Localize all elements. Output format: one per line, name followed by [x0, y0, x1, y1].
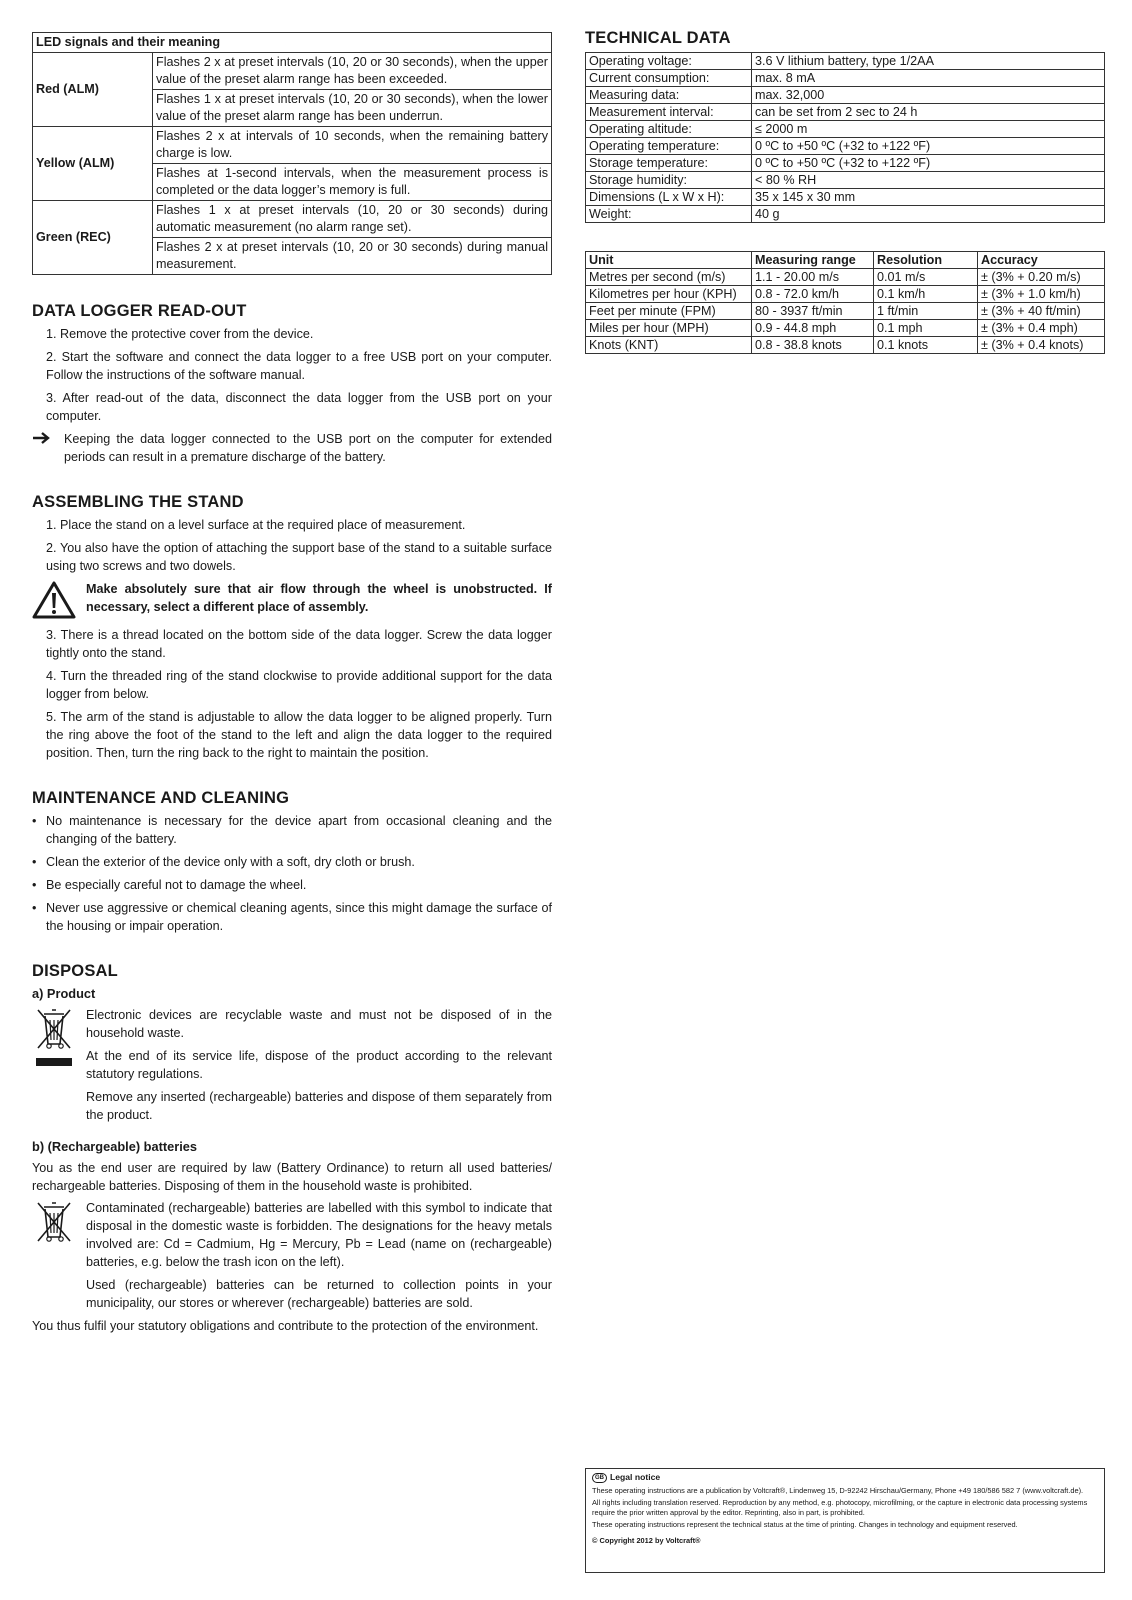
- section-title: TECHNICAL DATA: [585, 29, 731, 47]
- paragraph: Used (rechargeable) batteries can be returned to collection points in your municipality, our stores or wherever (rechargeable) batteries are sold.: [86, 1278, 552, 1310]
- section-title: ASSEMBLING THE STAND: [32, 493, 244, 511]
- table-row: Measuring data: max. 32,000: [586, 87, 1105, 104]
- legal-paragraph: These operating instructions are a publication by Voltcraft®, Lindenweg 15, D-92242 Hirschau/Germany, Phone +49 180/586 582 7 (www.voltcraft.de).: [592, 1486, 1084, 1495]
- paragraph: At the end of its service life, dispose of the product according to the relevant statutory regulations.: [86, 1049, 552, 1081]
- warning-text: Make absolutely sure that air flow through the wheel is unobstructed. If necessary, select a different place of assembly.: [86, 582, 552, 614]
- section-title: DISPOSAL: [32, 962, 118, 980]
- disposal-section: [32, 961, 552, 1335]
- paragraph: Electronic devices are recyclable waste and must not be disposed of in the household waste.: [86, 1008, 552, 1040]
- table-row: Measurement interval: can be set from 2 sec to 24 h: [586, 104, 1105, 121]
- table-row: Feet per minute (FPM) 80 - 3937 ft/min 1 ft/min ± (3% + 40 ft/min): [586, 303, 1105, 320]
- legal-title: GB Legal notice: [592, 1472, 1098, 1483]
- legal-paragraph: These operating instructions represent the technical status at the time of printing. Changes in technology and equipment reserved.: [592, 1520, 1018, 1529]
- table-header-row: Unit Measuring range Resolution Accuracy: [586, 252, 1105, 269]
- stand-section: [32, 492, 552, 762]
- legal-paragraph: All rights including translation reserved. Reproduction by any method, e.g. photocopy, microfilming, or the capture in electronic data processing systems require the prior written approval by the editor. Reprinting, also in part, is prohibited.: [592, 1498, 1088, 1517]
- led-label-red: Red (ALM): [33, 53, 153, 127]
- list-item: • No maintenance is necessary for the device apart from occasional cleaning and the changing of the battery.: [32, 814, 552, 846]
- crossed-bin-icon: [32, 1006, 76, 1075]
- table-row: Current consumption: max. 8 mA: [586, 70, 1105, 87]
- led-label-yellow: Yellow (ALM): [33, 127, 153, 201]
- led-desc: Flashes 2 x at preset intervals (10, 20 or 30 seconds), when the upper value of the preset alarm range has been exceeded.: [153, 53, 552, 90]
- warning-triangle-icon: [32, 580, 76, 620]
- table-row: Storage temperature: 0 ºC to +50 ºC (+32 to +122 ºF): [586, 155, 1105, 172]
- paragraph: You as the end user are required by law (Battery Ordinance) to return all used batteries/ rechargeable batteries. Disposing of them in the household waste is prohibited.: [32, 1161, 552, 1193]
- subsection-title: b) (Rechargeable) batteries: [32, 1139, 197, 1154]
- list-item: 1. Remove the protective cover from the device.: [46, 327, 314, 341]
- paragraph: Remove any inserted (rechargeable) batteries and dispose of them separately from the product.: [86, 1090, 552, 1122]
- note: [32, 430, 552, 466]
- table-row: Kilometres per hour (KPH) 0.8 - 72.0 km/h 0.1 km/h ± (3% + 1.0 km/h): [586, 286, 1105, 303]
- table-row: Knots (KNT) 0.8 - 38.8 knots 0.1 knots ± (3% + 0.4 knots): [586, 337, 1105, 354]
- table-row: Dimensions (L x W x H): 35 x 145 x 30 mm: [586, 189, 1105, 206]
- section-title: DATA LOGGER READ-OUT: [32, 302, 247, 320]
- table-row: Miles per hour (MPH) 0.9 - 44.8 mph 0.1 mph ± (3% + 0.4 mph): [586, 320, 1105, 337]
- section-title: MAINTENANCE AND CLEANING: [32, 789, 290, 807]
- led-desc: Flashes at 1-second intervals, when the measurement process is completed or the data logger’s memory is full.: [153, 164, 552, 201]
- list-item: 4. Turn the threaded ring of the stand clockwise to provide additional support for the data logger from below.: [46, 669, 552, 701]
- list-item: • Be especially careful not to damage the wheel.: [32, 878, 307, 892]
- maintenance-section: [32, 788, 552, 935]
- led-desc: Flashes 2 x at intervals of 10 seconds, when the remaining battery charge is low.: [153, 127, 552, 164]
- readout-section: [32, 301, 552, 466]
- led-desc: Flashes 1 x at preset intervals (10, 20 or 30 seconds), when the lower value of the preset alarm range has been underrun.: [153, 90, 552, 127]
- right-arrow-icon: [32, 430, 52, 451]
- list-item: 2. Start the software and connect the data logger to a free USB port on your computer. Follow the instructions of the software manual.: [46, 350, 552, 382]
- list-item: 3. There is a thread located on the bottom side of the data logger. Screw the data logger tightly onto the stand.: [46, 628, 552, 660]
- right-column: [585, 28, 1105, 354]
- led-label-green: Green (REC): [33, 201, 153, 275]
- note-text: Keeping the data logger connected to the USB port on the computer for extended periods can result in a premature discharge of the battery.: [64, 432, 552, 464]
- paragraph: Contaminated (rechargeable) batteries are labelled with this symbol to indicate that disposal in the domestic waste is forbidden. The designations for the heavy metals involved are: Cd = Cadmium, Hg = Mercury, Pb = Lead (name on (rechargeable) batteries, e.g. below the trash icon on the left).: [86, 1201, 552, 1269]
- paragraph: You thus fulfil your statutory obligations and contribute to the protection of the environment.: [32, 1319, 539, 1333]
- left-column: [32, 32, 552, 1339]
- table-row: Operating temperature: 0 ºC to +50 ºC (+32 to +122 ºF): [586, 138, 1105, 155]
- list-item: 5. The arm of the stand is adjustable to allow the data logger to be aligned properly. Turn the ring above the foot of the stand to the left and align the data logger to the required position. Then, turn the ring back to the right to maintain the position.: [46, 710, 552, 760]
- measurement-units-table: [585, 251, 1105, 354]
- list-item: • Never use aggressive or chemical cleaning agents, since this might damage the surface of the housing or impair operation.: [32, 901, 552, 933]
- list-item: 1. Place the stand on a level surface at the required place of measurement.: [46, 518, 466, 532]
- table-row: Operating voltage: 3.6 V lithium battery, type 1/2AA: [586, 53, 1105, 70]
- copyright: © Copyright 2012 by Voltcraft®: [592, 1536, 701, 1545]
- warning-note: [32, 580, 552, 620]
- led-signals-table: [32, 32, 552, 275]
- led-table-header: LED signals and their meaning: [33, 33, 552, 53]
- crossed-bin-icon: [32, 1199, 76, 1252]
- led-desc: Flashes 2 x at preset intervals (10, 20 or 30 seconds) during manual measurement.: [153, 238, 552, 275]
- table-row: Operating altitude: ≤ 2000 m: [586, 121, 1105, 138]
- technical-data-table: [585, 52, 1105, 223]
- gb-flag-icon: GB: [592, 1473, 607, 1483]
- table-row: Metres per second (m/s) 1.1 - 20.00 m/s 0.01 m/s ± (3% + 0.20 m/s): [586, 269, 1105, 286]
- table-row: Storage humidity: < 80 % RH: [586, 172, 1105, 189]
- list-item: • Clean the exterior of the device only with a soft, dry cloth or brush.: [32, 855, 415, 869]
- product-disposal: [32, 1006, 552, 1124]
- subsection-title: a) Product: [32, 986, 96, 1001]
- list-item: 2. You also have the option of attaching the support base of the stand to a suitable surface using two screws and two dowels.: [46, 541, 552, 573]
- list-item: 3. After read-out of the data, disconnect the data logger from the USB port on your computer.: [46, 391, 552, 423]
- legal-notice-box: [585, 1468, 1105, 1573]
- led-desc: Flashes 1 x at preset intervals (10, 20 or 30 seconds) during automatic measurement (no alarm range set).: [153, 201, 552, 238]
- battery-disposal: [32, 1199, 552, 1312]
- table-row: Weight: 40 g: [586, 206, 1105, 223]
